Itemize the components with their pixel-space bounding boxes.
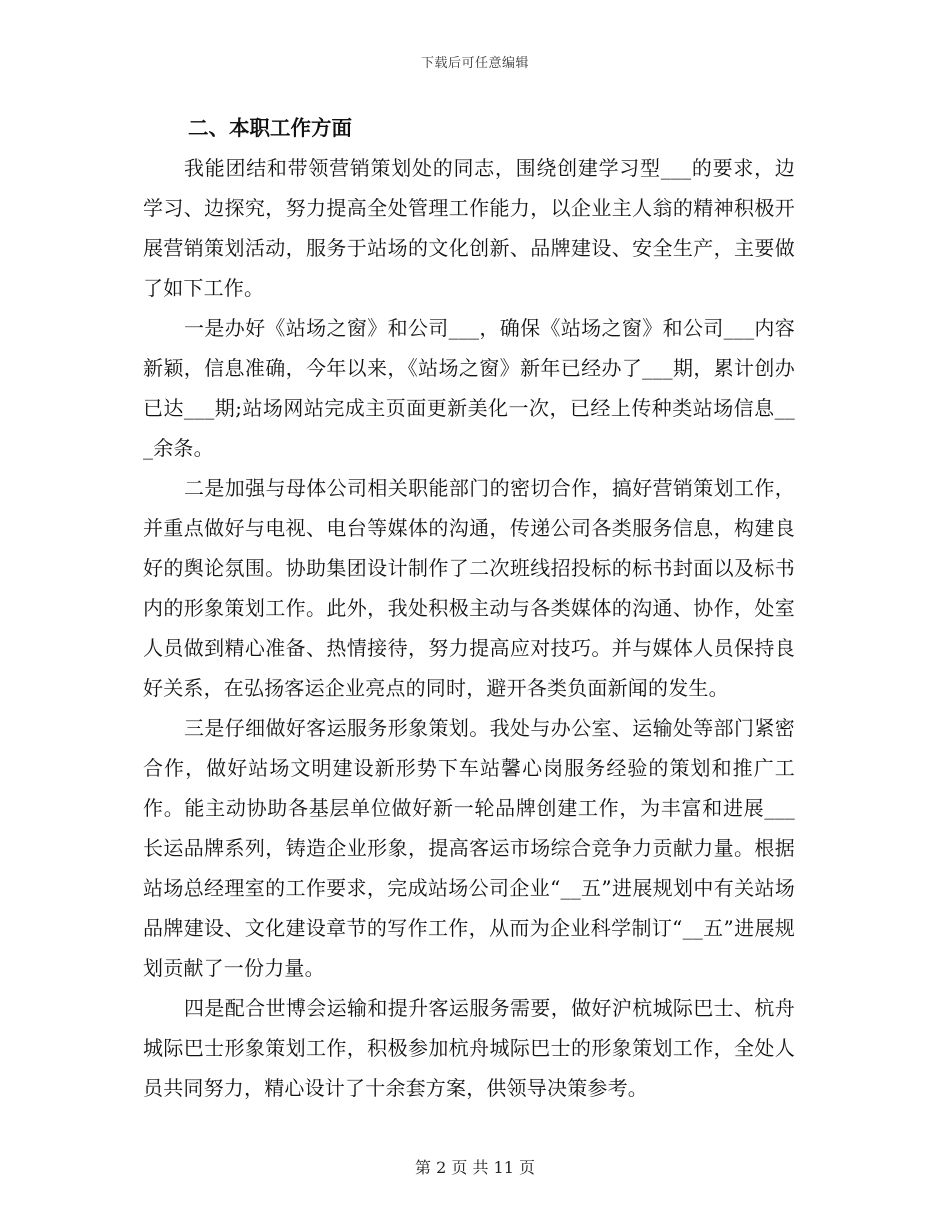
page-header: 下载后可任意编辑 bbox=[420, 56, 529, 71]
paragraph-item-4: 四是配合世博会运输和提升客运服务需要，做好沪杭城际巴士、杭舟城际巴士形象策划工作，积极参加杭舟城际巴士的形象策划工作，全处人员共同努力，精心设计了十余套方案，供领导决策参考。 bbox=[143, 996, 795, 1100]
paragraph-intro: 我能团结和带领营销策划处的同志，围绕创建学习型___的要求，边学习、边探究，努力提高全处管理工作能力，以企业主人翁的精神积极开展营销策划活动，服务于站场的文化创新、品牌建设、安全生产，主要做了如下工作。 bbox=[143, 156, 795, 300]
paragraph-item-2: 二是加强与母体公司相关职能部门的密切合作，搞好营销策划工作，并重点做好与电视、电台等媒体的沟通，传递公司各类服务信息，构建良好的舆论氛围。协助集团设计制作了二次班线招投标的标书封面以及标书内的形象策划工作。此外，我处积极主动与各类媒体的沟通、协作，处室人员做到精心准备、热情接待，努力提高应对技巧。并与媒体人员保持良好关系，在弘扬客运企业亮点的同时，避开各类负面新闻的发生。 bbox=[143, 476, 795, 700]
paragraph-item-3: 三是仔细做好客运服务形象策划。我处与办公室、运输处等部门紧密合作，做好站场文明建设新形势下车站馨心岗服务经验的策划和推广工作。能主动协助各基层单位做好新一轮品牌创建工作，为丰富和进展___长运品牌系列，铸造企业形象，提高客运市场综合竞争力贡献力量。根据站场总经理室的工作要求，完成站场公司企业“__五”进展规划中有关站场品牌建设、文化建设章节的写作工作，从而为企业科学制订“__五”进展规划贡献了一份力量。 bbox=[143, 716, 795, 980]
page-number: 第 2 页 共 11 页 bbox=[415, 1158, 535, 1177]
paragraph-item-1: 一是办好《站场之窗》和公司___，确保《站场之窗》和公司___内容新颖，信息准确，今年以来，《站场之窗》新年已经办了___期，累计创办已达___期;站场网站完成主页面更新美化一次，已经上传种类站场信息___余条。 bbox=[143, 316, 795, 460]
section-heading: 二、本职工作方面 bbox=[188, 116, 352, 140]
document-body bbox=[143, 108, 795, 1108]
